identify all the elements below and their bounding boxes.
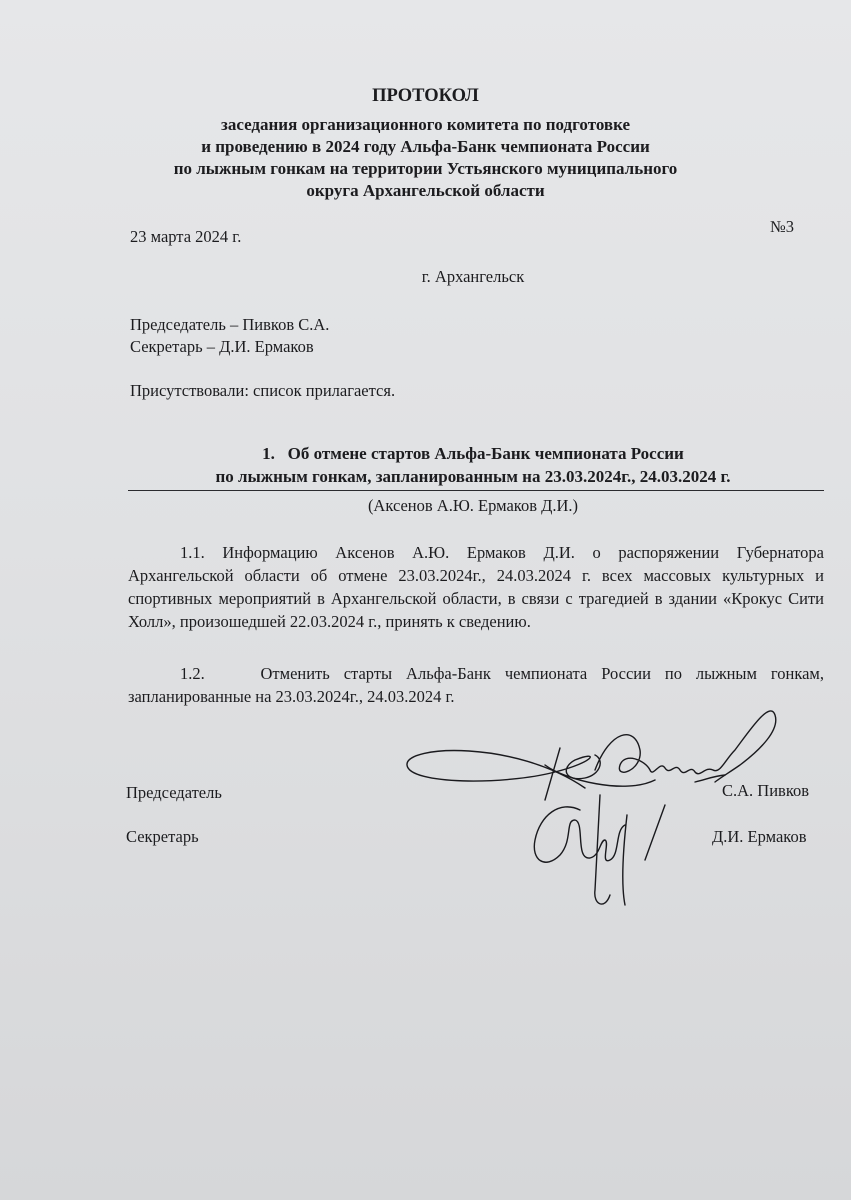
chairman-signature-label: Председатель bbox=[126, 783, 222, 802]
item-1-2: 1.2. Отменить старты Альфа-Банк чемпионата России по лыжным гонкам, запланированные на 23.03.2024г., 24.03.2024 г. bbox=[128, 664, 829, 706]
section-divider bbox=[128, 490, 824, 491]
chairman-signature-icon bbox=[407, 711, 776, 788]
secretary-signature-icon bbox=[534, 795, 665, 905]
secretary-line: Секретарь – Д.И. Ермаков bbox=[130, 337, 314, 356]
section-speakers: (Аксенов А.Ю. Ермаков Д.И.) bbox=[367, 496, 579, 515]
document-date: 23 марта 2024 г. bbox=[130, 227, 242, 246]
subtitle-line-3: по лыжным гонкам на территории Устьянского муниципального bbox=[173, 159, 678, 178]
secretary-signature-name: Д.И. Ермаков bbox=[712, 827, 807, 846]
handwritten-signatures-icon bbox=[395, 690, 795, 930]
subtitle-line-1: заседания организационного комитета по подготовке bbox=[220, 115, 630, 134]
section-heading-line-2: по лыжным гонкам, запланированным на 23.03.2024г., 24.03.2024 г. bbox=[215, 467, 731, 486]
item-1-1: 1.1. Информацию Аксенов А.Ю. Ермаков Д.И. о распоряжении Губернатора Архангельской области об отмене 23.03.2024г., 24.03.2024 г. всех массовых культурных и спортивных мероприятий в Архангельской области, в связи с трагедией в здании «Крокус Сити Холл», произошедшей 22.03.2024 г., принять к сведению. bbox=[128, 543, 824, 631]
subtitle-line-2: и проведению в 2024 году Альфа-Банк чемпионата России bbox=[201, 137, 650, 156]
chairman-line: Председатель – Пивков С.А. bbox=[130, 315, 330, 334]
present-line: Присутствовали: список прилагается. bbox=[130, 381, 396, 400]
document-city: г. Архангельск bbox=[421, 267, 525, 286]
section-heading-line-1: 1. Об отмене стартов Альфа-Банк чемпионата России bbox=[262, 444, 684, 463]
subtitle-line-4: округа Архангельской области bbox=[306, 181, 545, 200]
chairman-signature-name: С.А. Пивков bbox=[722, 781, 810, 800]
secretary-signature-label: Секретарь bbox=[126, 827, 199, 846]
document-number: №3 bbox=[770, 217, 794, 236]
document-title: ПРОТОКОЛ bbox=[372, 86, 479, 106]
